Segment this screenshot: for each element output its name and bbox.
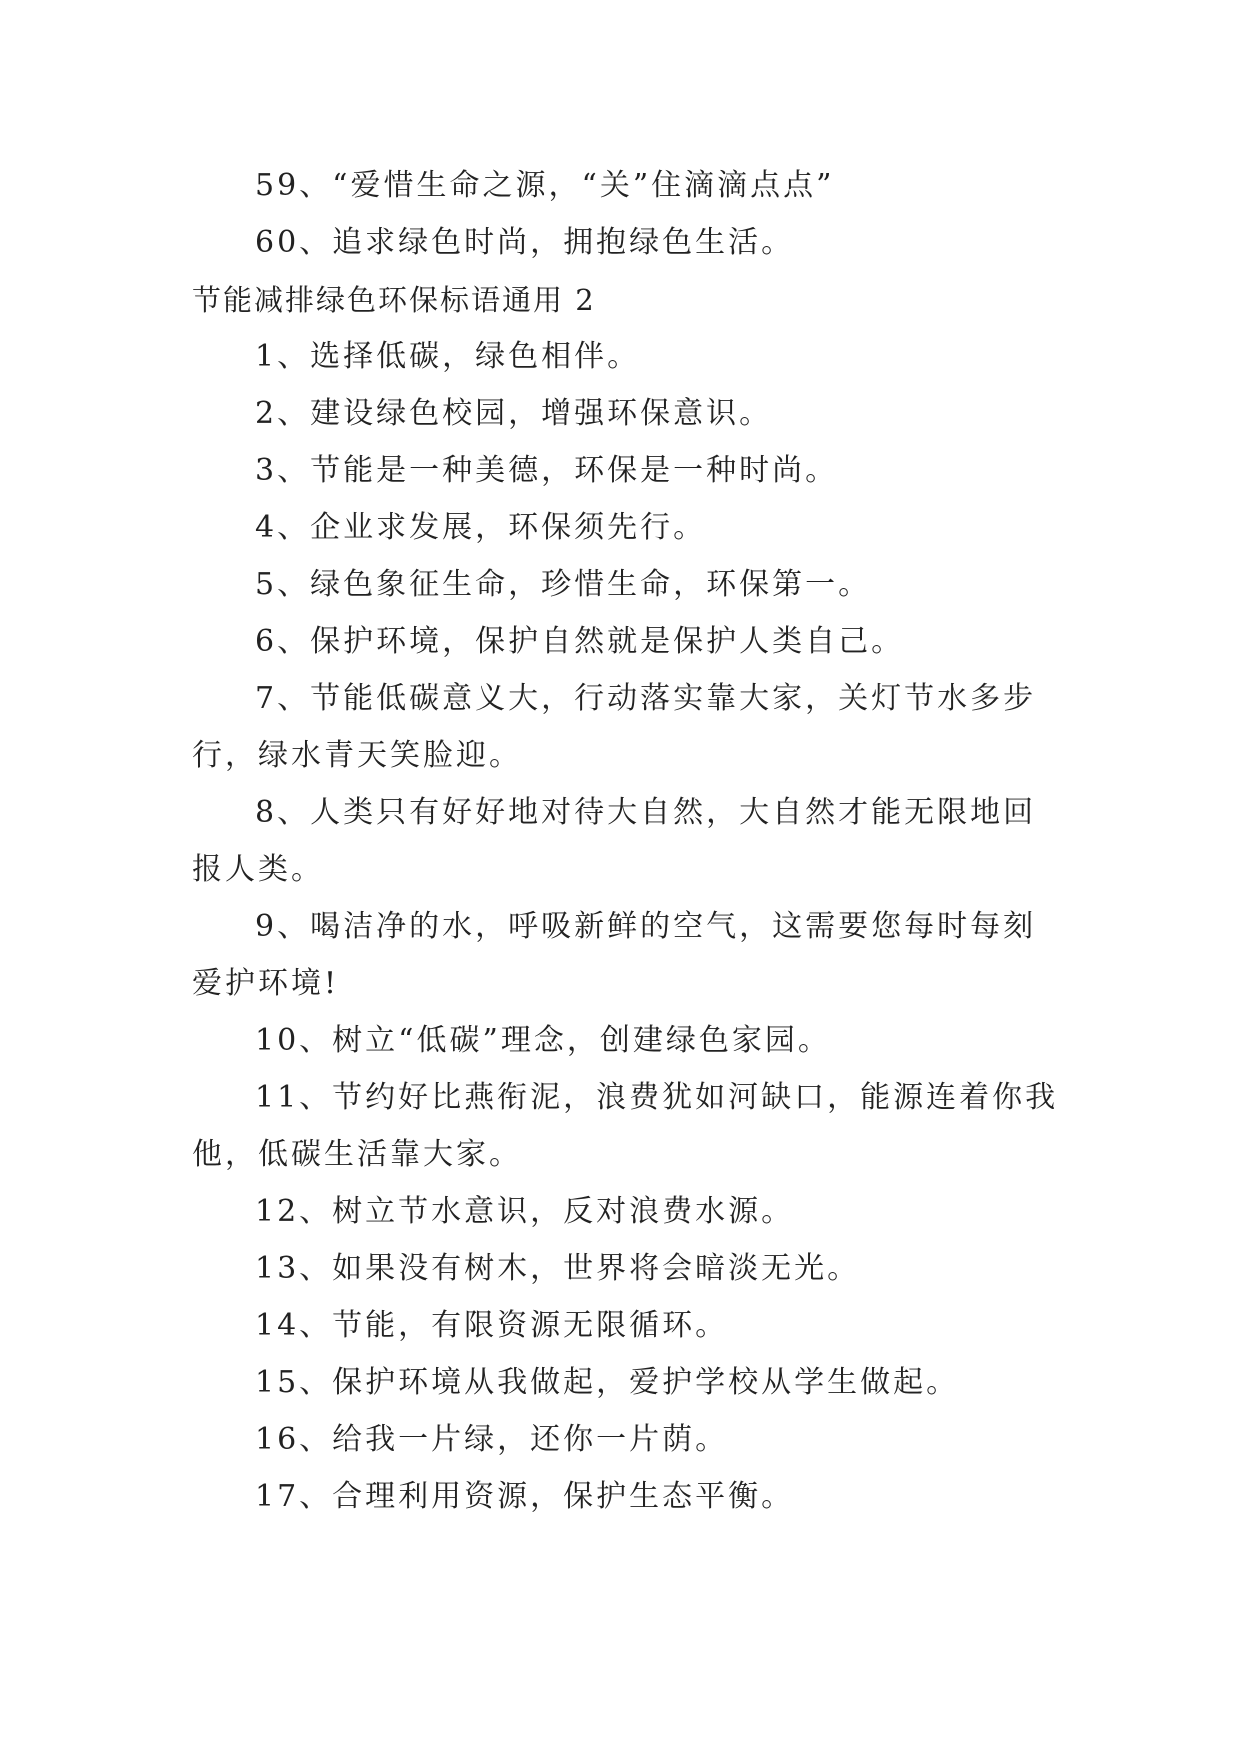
slogan-2: 2、建设绿色校园，增强环保意识。 (255, 396, 773, 431)
slogan-6: 6、保护环境，保护自然就是保护人类自己。 (255, 624, 905, 659)
slogan-60: 60、追求绿色时尚，拥抱绿色生活。 (255, 225, 795, 260)
slogan-9-line-2: 爱护环境! (192, 966, 340, 1001)
slogan-7-line-2: 行，绿水青天笑脸迎。 (192, 738, 522, 773)
slogan-17: 17、合理利用资源，保护生态平衡。 (255, 1479, 795, 1514)
section-heading: 节能减排绿色环保标语通用 2 (192, 283, 596, 317)
slogan-12: 12、树立节水意识，反对浪费水源。 (255, 1194, 795, 1229)
slogan-14: 14、节能，有限资源无限循环。 (255, 1308, 729, 1343)
slogan-59: 59、“爱惜生命之源，“关”住滴滴点点” (255, 168, 835, 203)
slogan-7-line-1: 7、节能低碳意义大，行动落实靠大家，关灯节水多步 (255, 681, 1037, 716)
slogan-5: 5、绿色象征生命，珍惜生命，环保第一。 (255, 567, 872, 602)
slogan-16: 16、给我一片绿，还你一片荫。 (255, 1422, 729, 1457)
slogan-3: 3、节能是一种美德，环保是一种时尚。 (255, 453, 839, 488)
slogan-4: 4、企业求发展，环保须先行。 (255, 510, 707, 545)
slogan-8-line-1: 8、人类只有好好地对待大自然，大自然才能无限地回 (255, 795, 1037, 830)
slogan-9-line-1: 9、喝洁净的水，呼吸新鲜的空气，这需要您每时每刻 (255, 909, 1037, 944)
slogan-15: 15、保护环境从我做起，爱护学校从学生做起。 (255, 1365, 960, 1400)
slogan-11-line-2: 他，低碳生活靠大家。 (192, 1137, 522, 1172)
slogan-11-line-1: 11、节约好比燕衔泥，浪费犹如河缺口，能源连着你我 (255, 1080, 1059, 1115)
slogan-8-line-2: 报人类。 (192, 852, 324, 887)
slogan-1: 1、选择低碳，绿色相伴。 (255, 339, 641, 374)
slogan-13: 13、如果没有树木，世界将会暗淡无光。 (255, 1251, 861, 1286)
slogan-10: 10、树立“低碳”理念，创建绿色家园。 (255, 1023, 831, 1058)
